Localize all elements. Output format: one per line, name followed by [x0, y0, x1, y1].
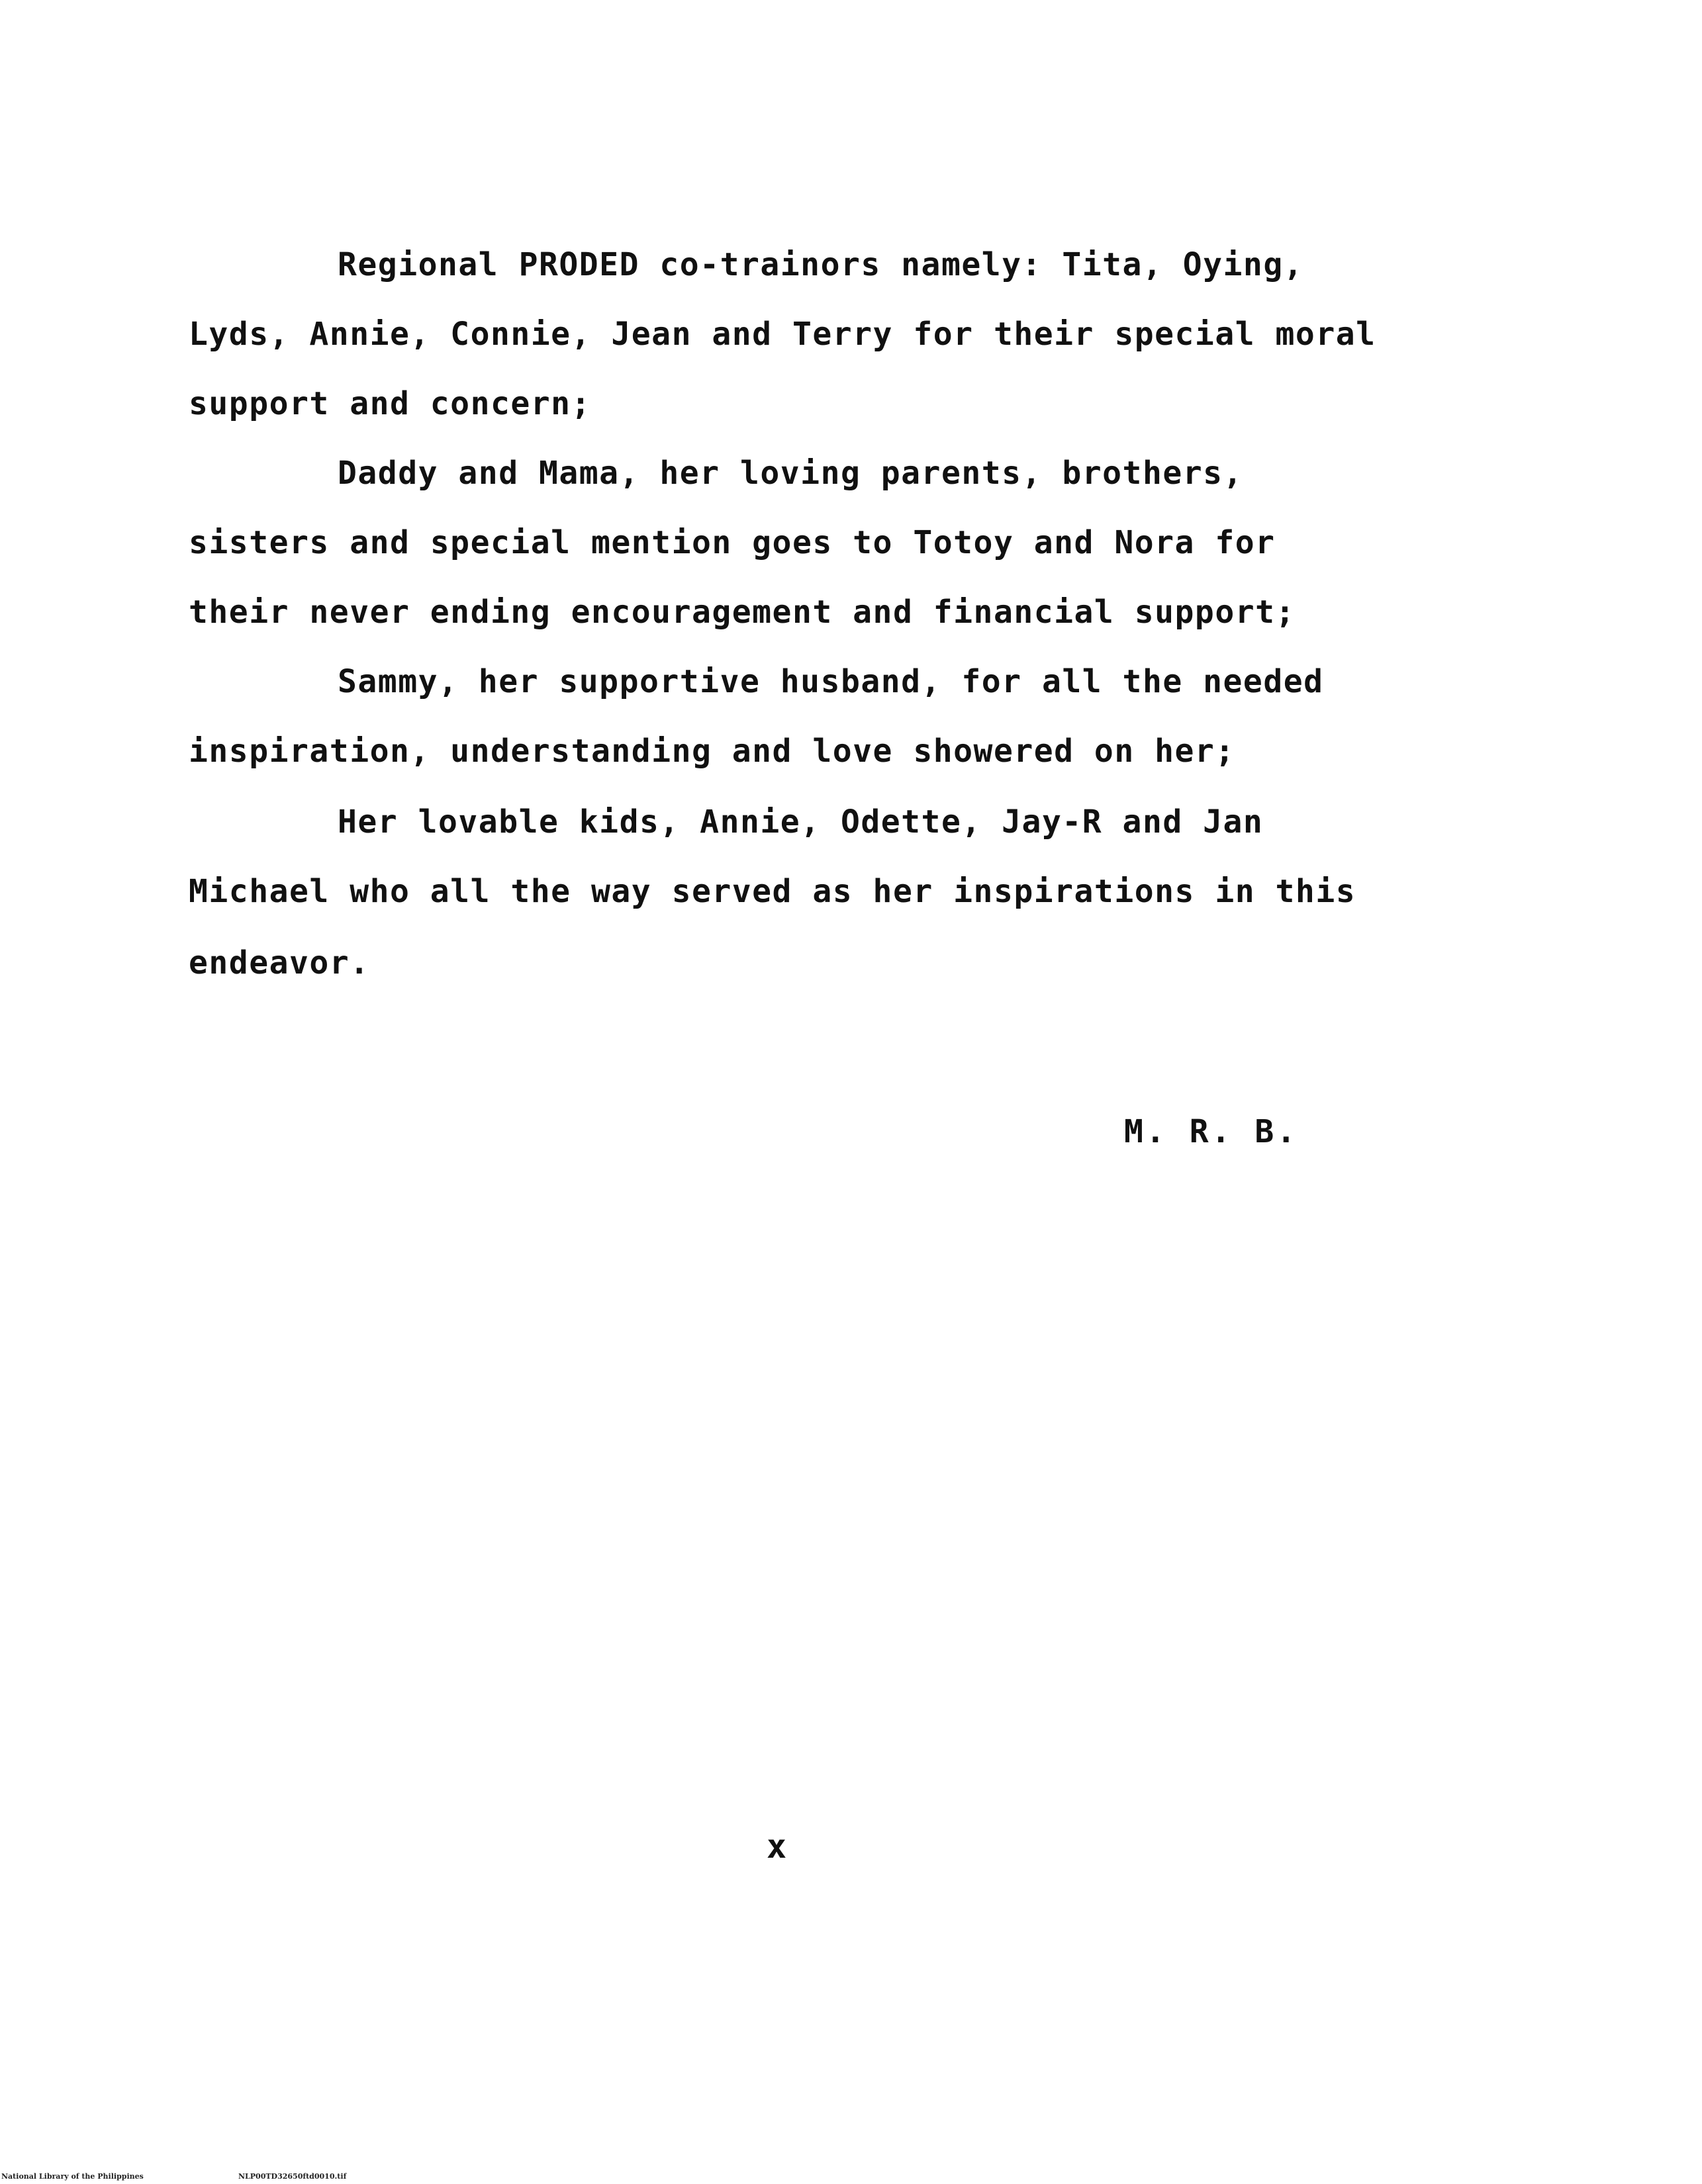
paragraph-1-line-2: Lyds, Annie, Connie, Jean and Terry for their special moral	[189, 316, 1376, 353]
paragraph-3-line-1: Sammy, her supportive husband, for all the needed	[338, 663, 1324, 700]
paragraph-1-line-1: Regional PRODED co-trainors namely: Tita, Oying,	[338, 246, 1304, 283]
paragraph-2-line-1: Daddy and Mama, her loving parents, brothers,	[338, 455, 1243, 492]
paragraph-3-line-2: inspiration, understanding and love showered on her;	[189, 733, 1235, 770]
footer-library-name: National Library of the Philippines	[1, 2172, 144, 2181]
paragraph-2-line-2: sisters and special mention goes to Totoy and Nora for	[189, 524, 1276, 561]
paragraph-4-line-3: endeavor.	[189, 944, 370, 981]
page-number: x	[767, 1827, 787, 1866]
signature-initials: M. R. B.	[1124, 1113, 1299, 1150]
paragraph-4-line-1: Her lovable kids, Annie, Odette, Jay-R and Jan	[338, 803, 1264, 841]
paragraph-4-line-2: Michael who all the way served as her inspirations in this	[189, 873, 1356, 910]
paragraph-2-line-3: their never ending encouragement and financial support;	[189, 594, 1296, 631]
paragraph-1-line-3: support and concern;	[189, 385, 591, 422]
footer-file-id: NLP00TD32650ftd0010.tif	[238, 2172, 347, 2181]
